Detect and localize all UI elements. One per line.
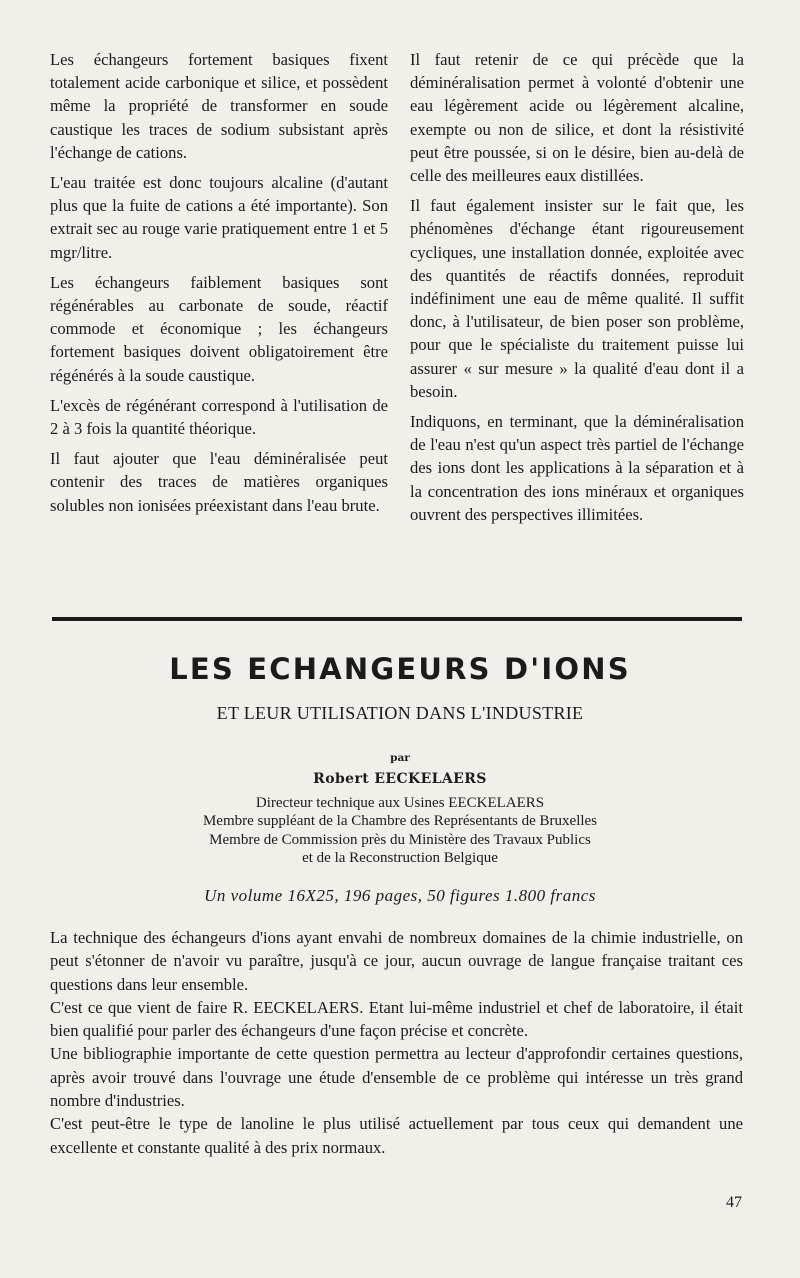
review-paragraph: C'est peut-être le type de lanoline le plus utilisé actuellement par tous ceux qui demandent une excellente et constante qualité à des prix normaux. — [50, 1114, 743, 1157]
book-subtitle: ET LEUR UTILISATION DANS L'INDUSTRIE — [216, 703, 584, 723]
paragraph: Il faut retenir de ce qui précède que la déminéralisation permet à volonté d'obtenir une eau légèrement acide ou légèrement alcaline, exempte ou non de silice, et dont la résistivité peut être poussée, si on le désire, bien au-delà de celle des meilleures eaux distillées. — [410, 50, 744, 186]
paragraph: L'excès de régénérant correspond à l'utilisation de 2 à 3 fois la quantité théorique. — [50, 395, 388, 439]
affiliation-line: Directeur technique aux Usines EECKELAERS — [255, 795, 545, 811]
review-paragraph: La technique des échangeurs d'ions ayant envahi de nombreux domaines de la chimie industrielle, on peut s'étonner de n'avoir vu paraître, jusqu'à ce jour, aucun ouvrage de langue française traitant ces questions dans leur ensemble. — [50, 928, 743, 994]
paragraph: Indiquons, en terminant, que la déminéralisation de l'eau n'est qu'un aspect très partiel de l'échange des ions dont les applications à la séparation et à la concentration des ions minéraux et organiques ouvrent des perspectives illimitées. — [410, 412, 744, 524]
author-affiliations — [0, 794, 800, 868]
page-number: 47 — [726, 1194, 742, 1211]
author-name: Robert EECKELAERS — [313, 771, 487, 787]
paragraph: Les échangeurs fortement basiques fixent totalement acide carbonique et silice, et possèdent même la propriété de transformer en soude caustique les traces de sodium subsistant après l'échange de cations. — [50, 50, 388, 162]
section-divider — [52, 617, 742, 621]
paragraph: Il faut ajouter que l'eau déminéralisée peut contenir des traces de matières organiques solubles non ionisées préexistant dans l'eau brute. — [50, 449, 388, 515]
review-paragraph: Une bibliographie importante de cette question permettra au lecteur d'approfondir certaines questions, après avoir trouvé dans l'ouvrage une étude d'ensemble de ce problème qui intéresse un très grand nombre d'industries. — [50, 1044, 743, 1111]
by-line: par — [390, 752, 410, 764]
review-paragraph: C'est ce que vient de faire R. EECKELAERS. Etant lui-même industriel et chef de laboratoire, il était bien qualifié pour parler des échangeurs d'une façon précise et concrète. — [50, 997, 743, 1041]
paragraph: Les échangeurs faiblement basiques sont régénérables au carbonate de soude, réactif commode et économique ; les échangeurs fortement basiques doivent obligatoirement être régénérés à la soude caustique. — [50, 272, 388, 385]
book-review — [50, 926, 743, 1159]
book-title: LES ECHANGEURS D'IONS — [169, 652, 631, 686]
paragraph: Il faut également insister sur le fait que, les phénomènes d'échange étant rigoureusement cycliques, une installation donnée, exploitée avec des quantités de réactifs données, reproduit indéfiniment une eau de même qualité. Il suffit donc, à l'utilisateur, de bien poser son problème, pour que le spécialiste du traitement puisse lui assurer « sur mesure » la qualité d'eau dont il a besoin. — [410, 196, 744, 401]
left-column — [50, 48, 388, 524]
volume-info: Un volume 16X25, 196 pages, 50 figures 1.800 francs — [204, 886, 596, 905]
paragraph: L'eau traitée est donc toujours alcaline (d'autant plus que la fuite de cations a été importante). Son extrait sec au rouge varie pratiquement entre 1 et 5 mgr/litre. — [50, 173, 388, 262]
affiliation-line: Membre de Commission près du Ministère des Travaux Publics — [209, 831, 591, 848]
affiliation-line: Membre suppléant de la Chambre des Représentants de Bruxelles — [202, 813, 598, 830]
right-column — [410, 48, 744, 533]
affiliation-line: et de la Reconstruction Belgique — [302, 850, 498, 867]
